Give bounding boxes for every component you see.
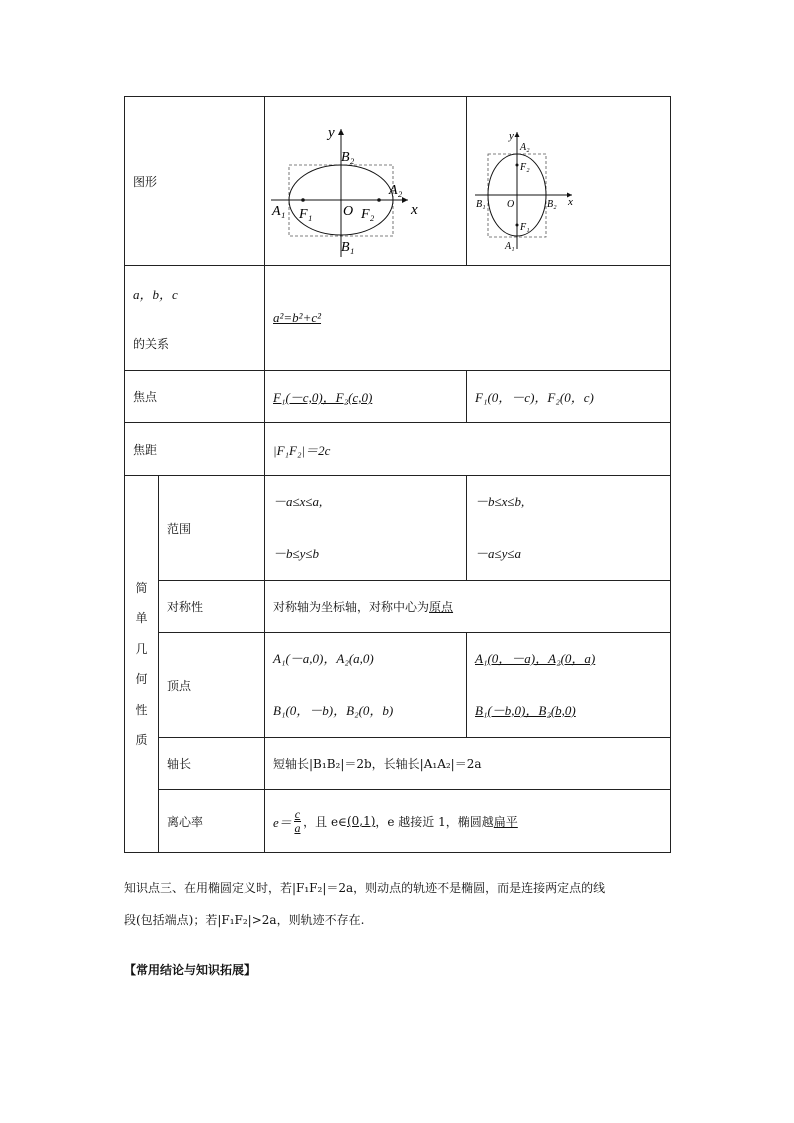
- focus-vertical-value: F₁(0，－c)，F₂(0，c): [475, 390, 594, 405]
- figure-label: 图形: [125, 97, 265, 266]
- vertex-vertical: [467, 633, 671, 738]
- focus-label: 焦点: [125, 371, 265, 423]
- range-horizontal: [265, 476, 467, 581]
- range-row: [125, 476, 671, 581]
- abc-label-line2: 的关系: [133, 337, 170, 351]
- b2-label: B₂: [341, 150, 355, 165]
- a1-label: A₁: [272, 204, 286, 219]
- abc-label-line1: a，b，c: [133, 287, 178, 302]
- b1-label: B₁: [476, 199, 486, 210]
- ecc-denominator: a: [294, 820, 301, 835]
- abc-value: a²=b²+c²: [273, 310, 322, 325]
- vertex-h-line2: B₁(0，－b)，B₂(0，b): [273, 703, 394, 718]
- b2-label: B₂: [547, 199, 557, 210]
- vertex-h-line1: A₁(－a,0)，A₂(a,0): [273, 651, 374, 666]
- origin-label: O: [343, 204, 354, 219]
- range-vertical: [467, 476, 671, 581]
- range-h-line1: －a≤x≤a,: [273, 494, 323, 509]
- symmetry-text: 对称轴为坐标轴，对称中心为: [273, 600, 430, 614]
- group-char: 简: [135, 580, 148, 595]
- y-axis-label: y: [328, 125, 335, 141]
- focus-row: [125, 371, 671, 423]
- knowledge-note: [124, 872, 684, 936]
- a2-label: A₂: [520, 142, 530, 153]
- group-char: 质: [135, 733, 148, 747]
- symmetry-origin: 原点: [429, 600, 454, 614]
- axis-label: 轴长: [159, 738, 265, 790]
- note-line1: 知识点三、在用椭圆定义时，若|F₁F₂|＝2a，则动点的轨迹不是椭圆，而是连接两定点的线: [124, 881, 606, 895]
- focus-horizontal: [265, 371, 467, 423]
- group-char: 几: [135, 641, 148, 656]
- vertex-v-line2: B₁(－b,0)，B₂(b,0): [475, 703, 576, 718]
- focal-label: 焦距: [125, 423, 265, 476]
- origin-label: O: [507, 199, 515, 210]
- ecc-mid: ，且 e∈: [303, 814, 347, 829]
- f1-label: F₁: [520, 222, 530, 233]
- horizontal-ellipse-figure: [265, 97, 467, 266]
- range-v-line1: －b≤x≤b,: [475, 494, 525, 509]
- vertex-row: [125, 633, 671, 738]
- eccentricity-label: 离心率: [159, 790, 265, 853]
- horizontal-ellipse-diagram: [265, 97, 465, 262]
- range-v-line2: －a≤y≤a: [475, 546, 522, 561]
- abc-relation-row: [125, 266, 671, 371]
- vertical-ellipse-figure: [467, 97, 671, 266]
- x-axis-label: x: [568, 196, 573, 208]
- vertex-label: 顶点: [159, 633, 265, 738]
- focal-value-cell: [265, 423, 671, 476]
- ecc-fraction: [294, 808, 301, 835]
- eccentricity-row: [125, 790, 671, 853]
- ecc-e: e＝: [273, 814, 292, 830]
- axis-cell: [265, 738, 671, 790]
- focal-value: |F₁F₂|＝2c: [273, 442, 331, 458]
- focus-horizontal-value: F₁(－c,0)，F₂(c,0): [273, 390, 373, 405]
- b1-label: B₁: [341, 240, 355, 255]
- symmetry-cell: [265, 581, 671, 633]
- y-axis-label: y: [509, 130, 514, 142]
- figure-row: [125, 97, 671, 266]
- f2-label: F₂: [520, 162, 530, 173]
- ellipse-properties-table: [124, 96, 671, 853]
- f1-label: F₁: [299, 207, 313, 222]
- ecc-numerator: c: [294, 806, 301, 821]
- abc-label: [125, 266, 265, 371]
- symmetry-row: [125, 581, 671, 633]
- eccentricity-cell: [265, 790, 671, 853]
- f2-label: F₂: [361, 207, 375, 222]
- vertex-horizontal: [265, 633, 467, 738]
- section-heading: 【常用结论与知识拓展】: [124, 963, 257, 977]
- range-label: 范围: [159, 476, 265, 581]
- range-h-line2: －b≤y≤b: [273, 546, 320, 561]
- note-line2: 段(包括端点)；若|F₁F₂|>2a，则轨迹不存在.: [124, 913, 365, 927]
- axis-length-row: [125, 738, 671, 790]
- group-char: 何: [135, 672, 148, 686]
- group-char: 单: [135, 611, 148, 625]
- ecc-tail: ，e 越接近 1，椭圆越: [375, 814, 494, 829]
- geometry-group-label: [125, 476, 159, 853]
- vertical-ellipse-diagram: [467, 97, 669, 262]
- axis-text: 短轴长|B₁B₂|＝2b，长轴长|A₁A₂|＝2a: [273, 757, 482, 771]
- abc-value-cell: [265, 266, 671, 371]
- focal-distance-row: [125, 423, 671, 476]
- ecc-range: (0,1): [346, 814, 376, 828]
- ecc-flat: 扁平: [493, 814, 518, 829]
- a1-label: A₁: [505, 241, 515, 252]
- a2-label: A₂: [389, 183, 403, 198]
- group-char: 性: [135, 702, 148, 717]
- x-axis-label: x: [411, 202, 418, 218]
- vertex-v-line1: A₁(0，－a)，A₂(0，a): [475, 651, 596, 666]
- symmetry-label: 对称性: [159, 581, 265, 633]
- focus-vertical: [467, 371, 671, 423]
